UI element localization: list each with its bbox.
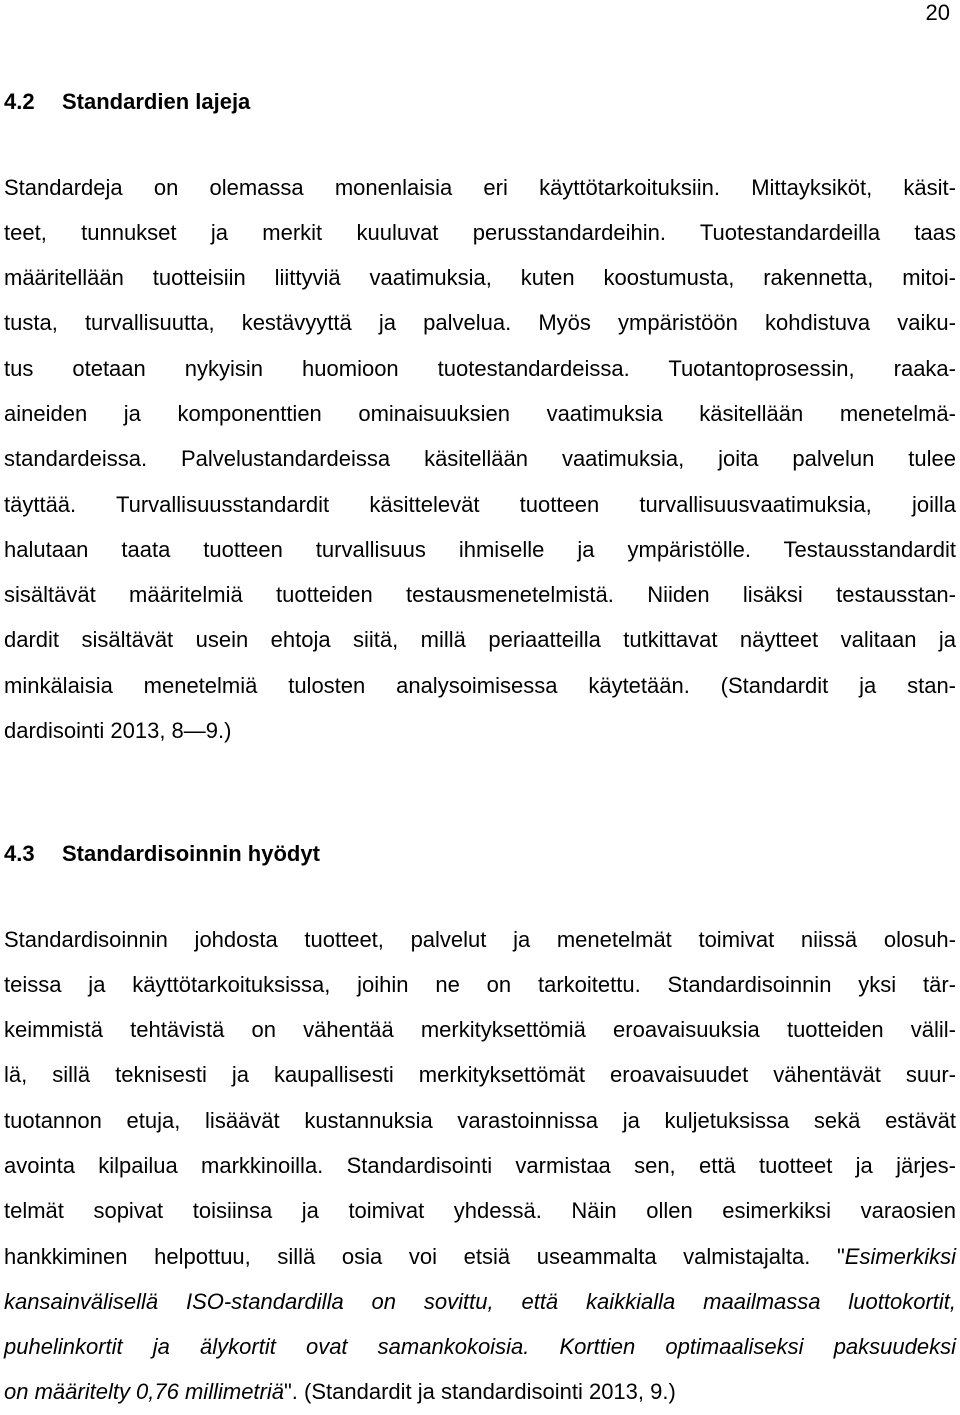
text-line: Standardisoinnin johdosta tuotteet, palvelut ja menetelmät toimivat niissä olosuh- [4, 926, 956, 952]
text-line: lä, sillä teknisesti ja kaupallisesti merkityksettömät eroavaisuudet vähentävät suur- [4, 1062, 956, 1088]
text-line [4, 1234, 956, 1279]
section-heading-4-2 [4, 89, 250, 115]
text-line: tuotannon etuja, lisäävät kustannuksia varastoinnissa ja kuljetuksissa sekä estävät [4, 1107, 956, 1133]
text-line: täyttää. Turvallisuusstandardit käsittelevät tuotteen turvallisuusvaatimuksia, joilla [4, 491, 956, 517]
text-segment: hankkiminen helpottuu, sillä osia voi etsiä useammalta valmistajalta. " [4, 1243, 845, 1269]
citation: ". (Standardit ja standardisointi 2013, 9.) [283, 1379, 676, 1405]
text-line: teissa ja käyttötarkoituksissa, joihin ne on tarkoitettu. Standardisoinnin yksi tär- [4, 971, 956, 997]
section-title: Standardien lajeja [62, 89, 251, 114]
section-title: Standardisoinnin hyödyt [62, 841, 320, 866]
text-line [4, 1324, 956, 1369]
page-number: 20 [925, 0, 950, 25]
text-line: dardit sisältävät usein ehtoja siitä, millä periaatteilla tutkittavat näytteet valitaan ja [4, 627, 956, 653]
text-line [4, 1279, 956, 1324]
section-number: 4.2 [4, 89, 35, 114]
quote-text: Esimerkiksi [844, 1243, 956, 1269]
text-line: määritellään tuotteisiin liittyviä vaatimuksia, kuten koostumusta, rakennetta, mitoi- [4, 265, 956, 291]
text-line [4, 1369, 956, 1414]
text-line: standardeissa. Palvelustandardeissa käsitellään vaatimuksia, joita palvelun tulee [4, 446, 956, 472]
quote-text: kansainvälisellä ISO-standardilla on sovittu, että kaikkialla maailmassa luottokortit, [4, 1288, 956, 1314]
text-line: sisältävät määritelmiä tuotteiden testausmenetelmistä. Niiden lisäksi testausstan- [4, 582, 956, 608]
text-line: dardisointi 2013, 8—9.) [4, 718, 232, 744]
paragraph-standard-types [4, 165, 956, 754]
text-line: aineiden ja komponenttien ominaisuuksien vaatimuksia käsitellään menetelmä- [4, 400, 956, 426]
section-number: 4.3 [4, 841, 35, 866]
paragraph-standardization-benefits [4, 917, 956, 1415]
text-line: tusta, turvallisuutta, kestävyyttä ja palvelua. Myös ympäristöön kohdistuva vaiku- [4, 310, 956, 336]
section-heading-4-3 [4, 841, 320, 867]
text-line: Standardeja on olemassa monenlaisia eri käyttötarkoituksiin. Mittayksiköt, käsit- [4, 174, 956, 200]
text-line: tus otetaan nykyisin huomioon tuotestandardeissa. Tuotantoprosessin, raaka- [4, 355, 956, 381]
text-line: teet, tunnukset ja merkit kuuluvat perusstandardeihin. Tuotestandardeilla taas [4, 219, 956, 245]
quote-text: on määritelty 0,76 millimetriä [4, 1379, 284, 1405]
quote-text: puhelinkortit ja älykortit ovat samankokoisia. Korttien optimaaliseksi paksuudeksi [4, 1334, 956, 1360]
text-line: telmät sopivat toisiinsa ja toimivat yhdessä. Näin ollen esimerkiksi varaosien [4, 1198, 956, 1224]
text-line: halutaan taata tuotteen turvallisuus ihmiselle ja ympäristölle. Testausstandardit [4, 536, 956, 562]
text-line: avointa kilpailua markkinoilla. Standardisointi varmistaa sen, että tuotteet ja järjes- [4, 1152, 956, 1178]
text-line: minkälaisia menetelmiä tulosten analysoimisessa käytetään. (Standardit ja stan- [4, 672, 956, 698]
text-line: keimmistä tehtävistä on vähentää merkityksettömiä eroavaisuuksia tuotteiden välil- [4, 1017, 956, 1043]
